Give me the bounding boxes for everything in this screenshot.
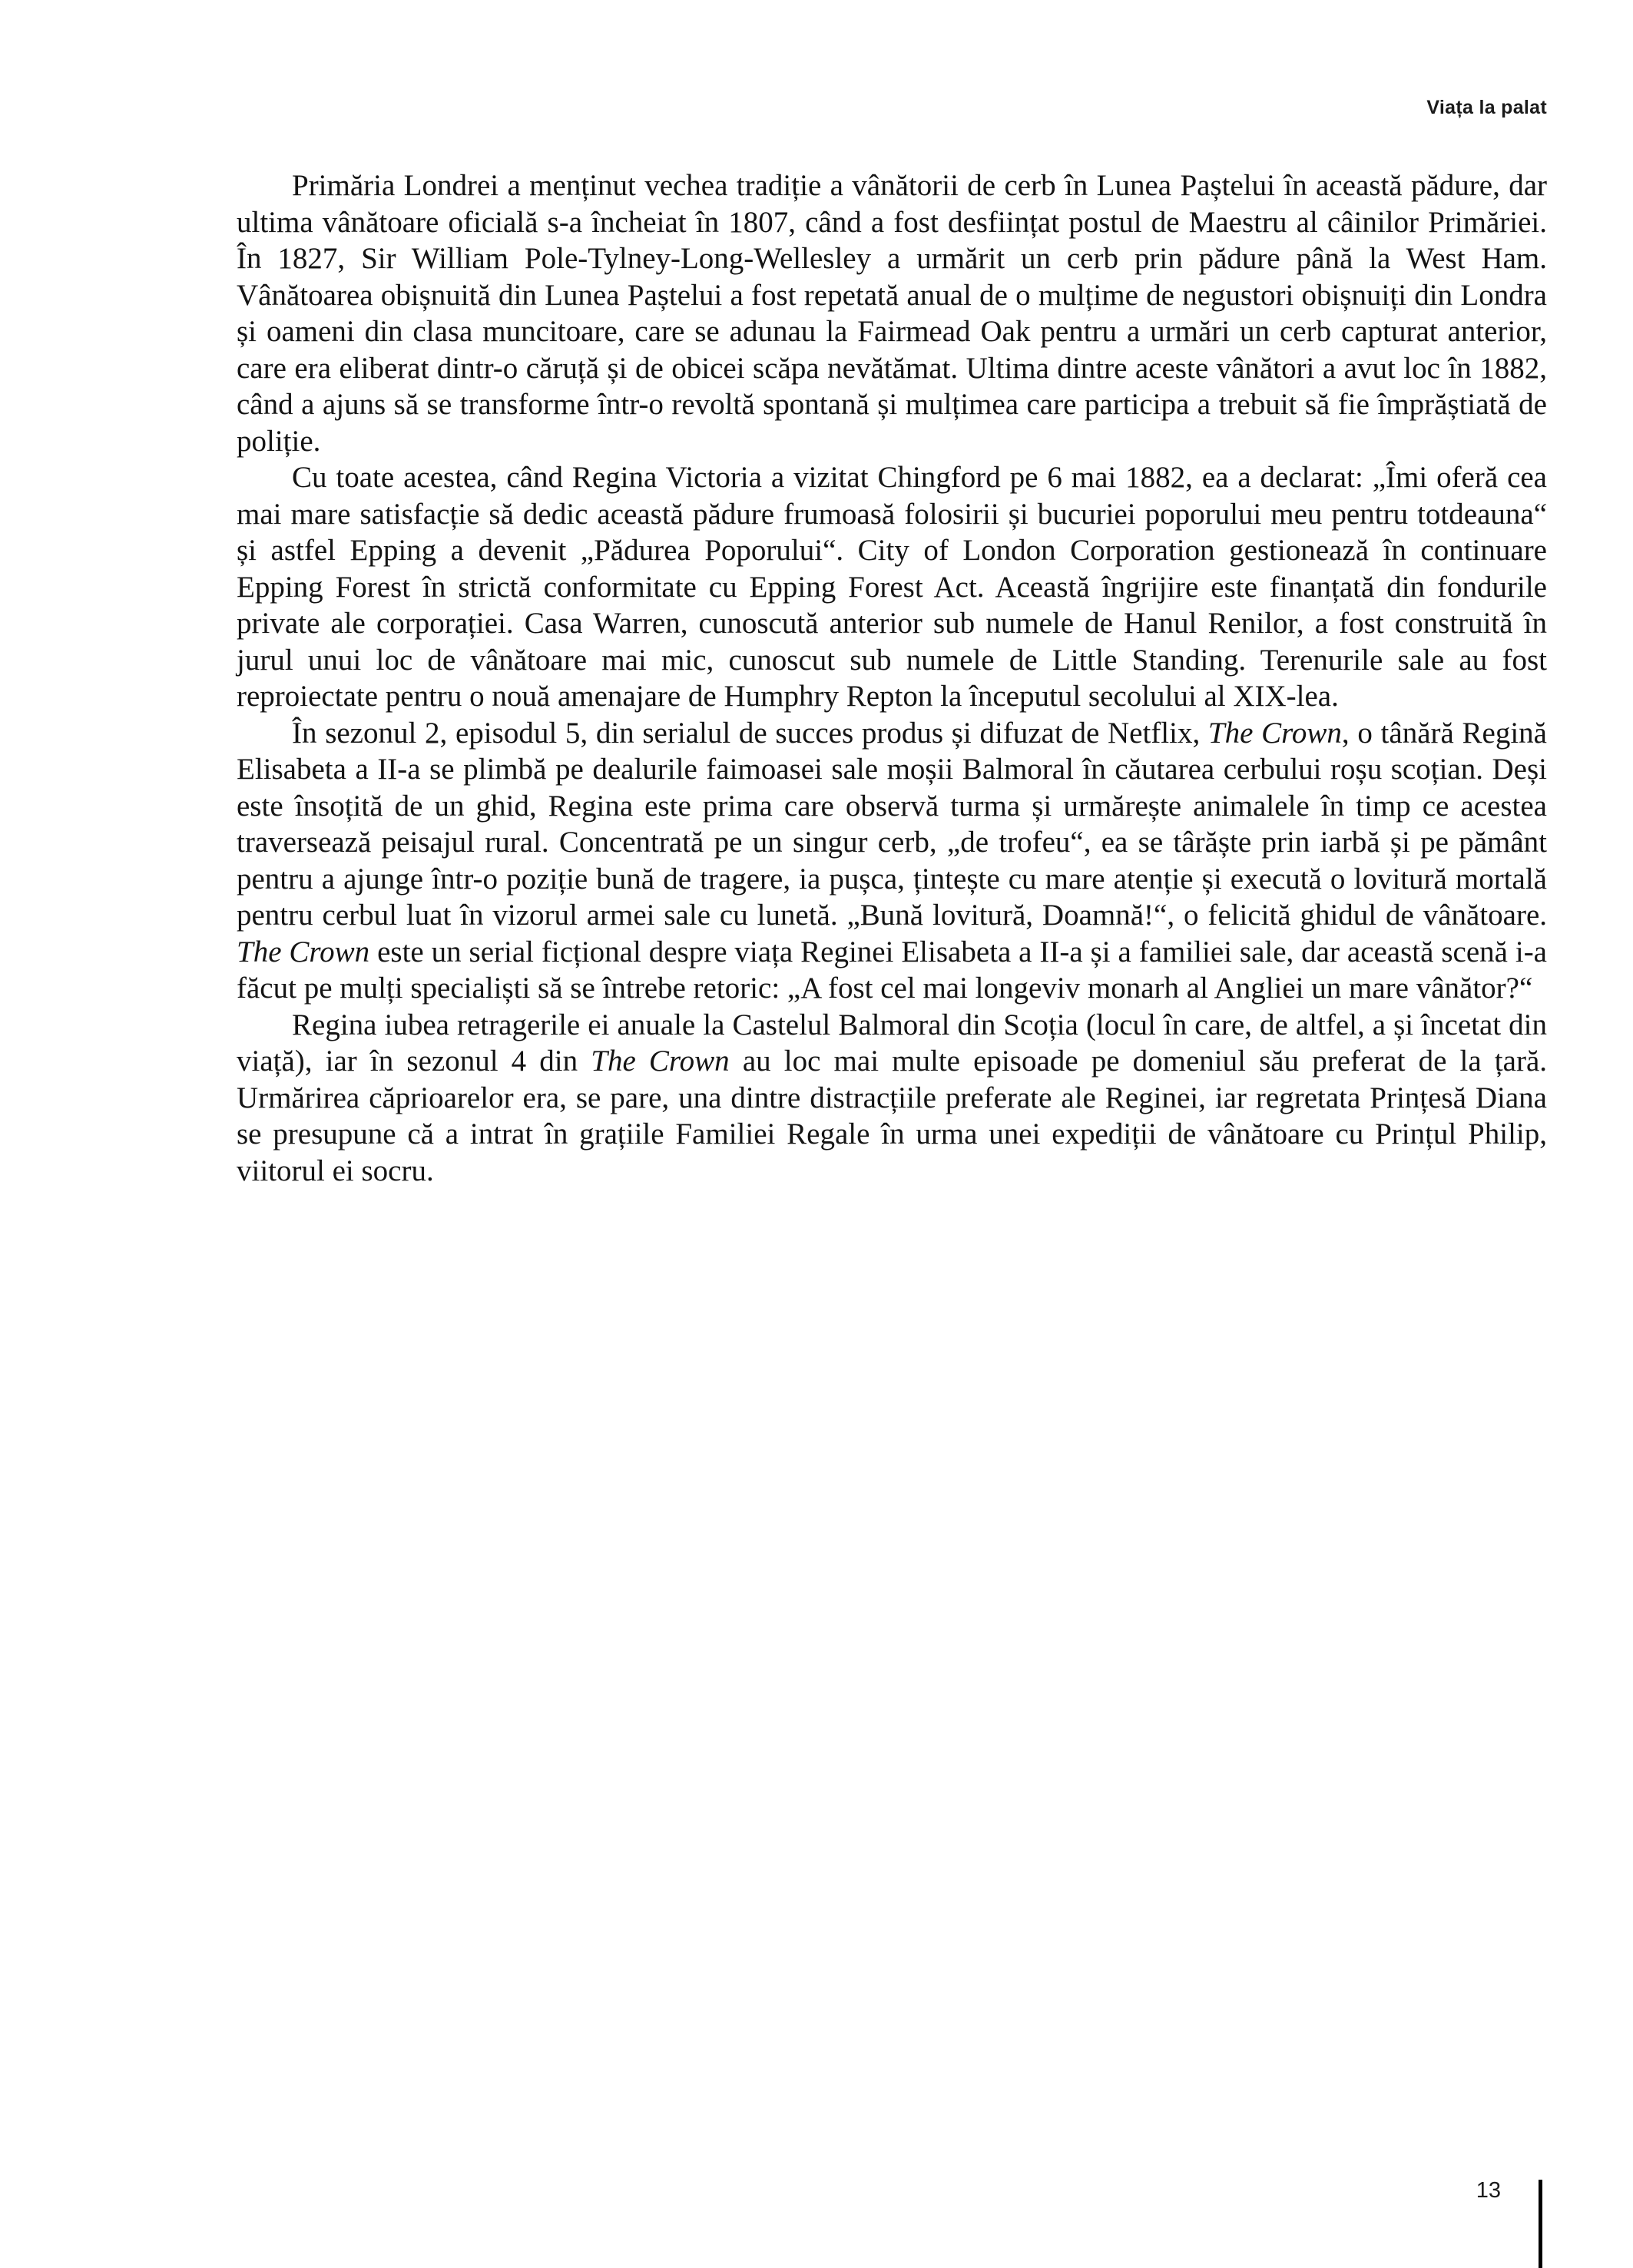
- text-block: [237, 167, 1547, 1189]
- running-header: Viața la palat: [1426, 97, 1547, 118]
- corner-rule: [1539, 2180, 1542, 2268]
- page-number: 13: [1476, 2178, 1501, 2203]
- body-paragraph-2: Cu toate acestea, când Regina Victoria a vizitat Chingford pe 6 mai 1882, ea a declarat: „Îmi oferă cea mai mare satisfacție să dedic această pădure frumoasă folosirii și bucuriei poporului meu pentru totdeauna“ și astfel Epping a devenit „Pădurea Poporului“. City of London Corporation gestionează în continuare Epping Forest în strictă conformitate cu Epping Forest Act. Această îngrijire este finanțată din fondurile private ale corporației. Casa Warren, cunoscută anterior sub numele de Hanul Renilor, a fost construită în jurul unui loc de vânătoare mai mic, cunoscut sub numele de Little Standing. Terenurile sale au fost reproiectate pentru o nouă amenajare de Humphry Repton la începutul secolului al XIX-lea.: [237, 461, 1547, 713]
- body-paragraph-1: Primăria Londrei a menținut vechea tradiție a vânătorii de cerb în Lunea Paștelui în această pădure, dar ultima vânătoare oficială s-a încheiat în 1807, când a fost desființat postul de Maestru al câinilor Primăriei. În 1827, Sir William Pole-Tylney-Long-Wellesley a urmărit un cerb prin pădure până la West Ham. Vânătoarea obișnuită din Lunea Paștelui a fost repetată anual de o mulțime de negustori obișnuiți din Londra și oameni din clasa muncitoare, care se adunau la Fairmead Oak pentru a urmări un cerb capturat anterior, care era eliberat dintr-o căruță și de obicei scăpa nevătămat. Ultima dintre aceste vânători a avut loc în 1882, când a ajuns să se transforme într-o revoltă spontană și mulțimea care participa a trebuit să fie împrăștiată de poliție.: [237, 169, 1547, 458]
- body-paragraph-4: Regina iubea retragerile ei anuale la Castelul Balmoral din Scoția (locul în care, de altfel, a și încetat din viață), iar în sezonul 4 din The Crown au loc mai multe episoade pe domeniul său preferat de la țară. Urmărirea căprioarelor era, se pare, una dintre distracțiile preferate ale Reginei, iar regretata Prințesă Diana se presupune că a intrat în grațiile Familiei Regale în urma unei expediții de vânătoare cu Prințul Philip, viitorul ei socru.: [237, 1008, 1548, 1187]
- body-paragraph-3: În sezonul 2, episodul 5, din serialul de succes produs și difuzat de Netflix, The Crown, o tânără Regină Elisabeta a II-a se plimbă pe dealurile faimoasei sale moșii Balmoral în căutarea cerbului roșu scoțian. Deși este însoțită de un ghid, Regina este prima care observă turma și urmărește animalele în timp ce acestea traversează peisajul rural. Concentrată pe un singur cerb, „de trofeu“, ea se târăște prin iarbă și pe pământ pentru a ajunge într-o poziție bună de tragere, ia pușca, țintește cu mare atenție și execută o lovitură mortală pentru cerbul luat în vizorul armei sale cu lunetă. „Bună lovitură, Doamnă!“, o felicită ghidul de vânătoare. The Crown este un serial ficțional despre viața Reginei Elisabeta a II-a și a familiei sale, dar această scenă i-a făcut pe mulți specialiști să se întrebe retoric: „A fost cel mai longeviv monarh al Angliei un mare vânător?“: [237, 716, 1547, 1005]
